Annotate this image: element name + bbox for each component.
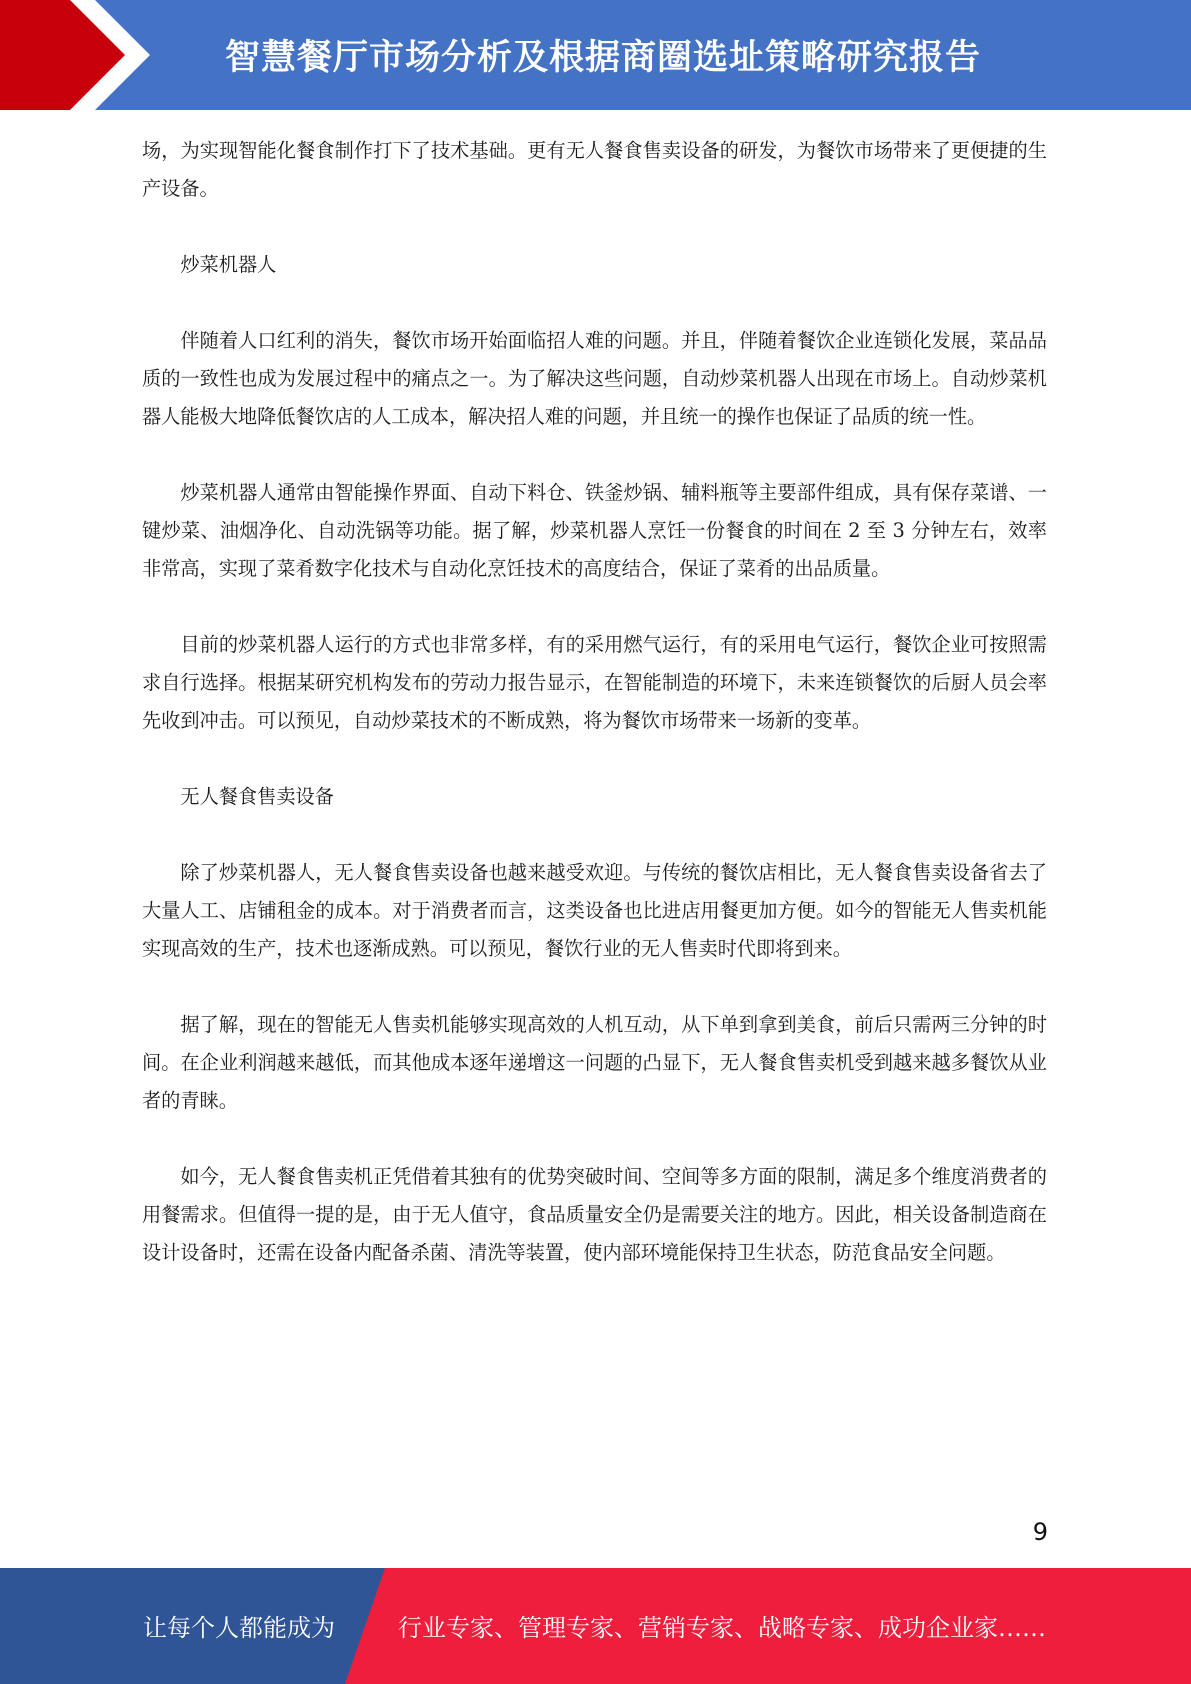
section-heading-unmanned-vending: 无人餐食售卖设备 bbox=[180, 785, 334, 808]
document-body bbox=[142, 132, 1047, 1310]
footer-slogan-right: 行业专家、管理专家、营销专家、战略专家、成功企业家…… bbox=[398, 1614, 1046, 1642]
section-heading-stir-fry-robot: 炒菜机器人 bbox=[180, 253, 277, 276]
paragraph: 伴随着人口红利的消失，餐饮市场开始面临招人难的问题。并且，伴随着餐饮企业连锁化发展，菜品品质的一致性也成为发展过程中的痛点之一。为了解决这些问题，自动炒菜机器人出现在市场上。自动炒菜机器人能极大地降低餐饮店的人工成本，解决招人难的问题，并且统一的操作也保证了品质的统一性。 bbox=[142, 329, 1047, 428]
paragraph: 炒菜机器人通常由智能操作界面、自动下料仓、铁釜炒锅、辅料瓶等主要部件组成，具有保存菜谱、一键炒菜、油烟净化、自动洗锅等功能。据了解，炒菜机器人烹饪一份餐食的时间在 2 至 3 分钟左右，效率非常高，实现了菜肴数字化技术与自动化烹饪技术的高度结合，保证了菜肴的出品质量。 bbox=[142, 481, 1047, 580]
header-chevron-decoration bbox=[0, 0, 160, 110]
page-header bbox=[0, 0, 1191, 110]
paragraph: 除了炒菜机器人，无人餐食售卖设备也越来越受欢迎。与传统的餐饮店相比，无人餐食售卖设备省去了大量人工、店铺租金的成本。对于消费者而言，这类设备也比进店用餐更加方便。如今的智能无人售卖机能实现高效的生产，技术也逐渐成熟。可以预见，餐饮行业的无人售卖时代即将到来。 bbox=[142, 861, 1047, 960]
paragraph: 如今，无人餐食售卖机正凭借着其独有的优势突破时间、空间等多方面的限制，满足多个维度消费者的用餐需求。但值得一提的是，由于无人值守，食品质量安全仍是需要关注的地方。因此，相关设备制造商在设计设备时，还需在设备内配备杀菌、清洗等装置，使内部环境能保持卫生状态，防范食品安全问题。 bbox=[142, 1165, 1047, 1264]
paragraph: 据了解，现在的智能无人售卖机能够实现高效的人机互动，从下单到拿到美食，前后只需两三分钟的时间。在企业利润越来越低，而其他成本逐年递增这一问题的凸显下，无人餐食售卖机受到越来越多餐饮从业者的青睐。 bbox=[142, 1013, 1047, 1112]
paragraph-continued: 场，为实现智能化餐食制作打下了技术基础。更有无人餐食售卖设备的研发，为餐饮市场带来了更便捷的生产设备。 bbox=[142, 139, 1047, 200]
page-number: 9 bbox=[1032, 1518, 1048, 1546]
footer-slogan-left: 让每个人都能成为 bbox=[143, 1614, 335, 1642]
page-footer bbox=[0, 1568, 1191, 1684]
report-title: 智慧餐厅市场分析及根据商圈选址策略研究报告 bbox=[225, 38, 982, 78]
paragraph: 目前的炒菜机器人运行的方式也非常多样，有的采用燃气运行，有的采用电气运行，餐饮企业可按照需求自行选择。根据某研究机构发布的劳动力报告显示，在智能制造的环境下，未来连锁餐饮的后厨人员会率先收到冲击。可以预见，自动炒菜技术的不断成熟，将为餐饮市场带来一场新的变革。 bbox=[142, 633, 1047, 732]
